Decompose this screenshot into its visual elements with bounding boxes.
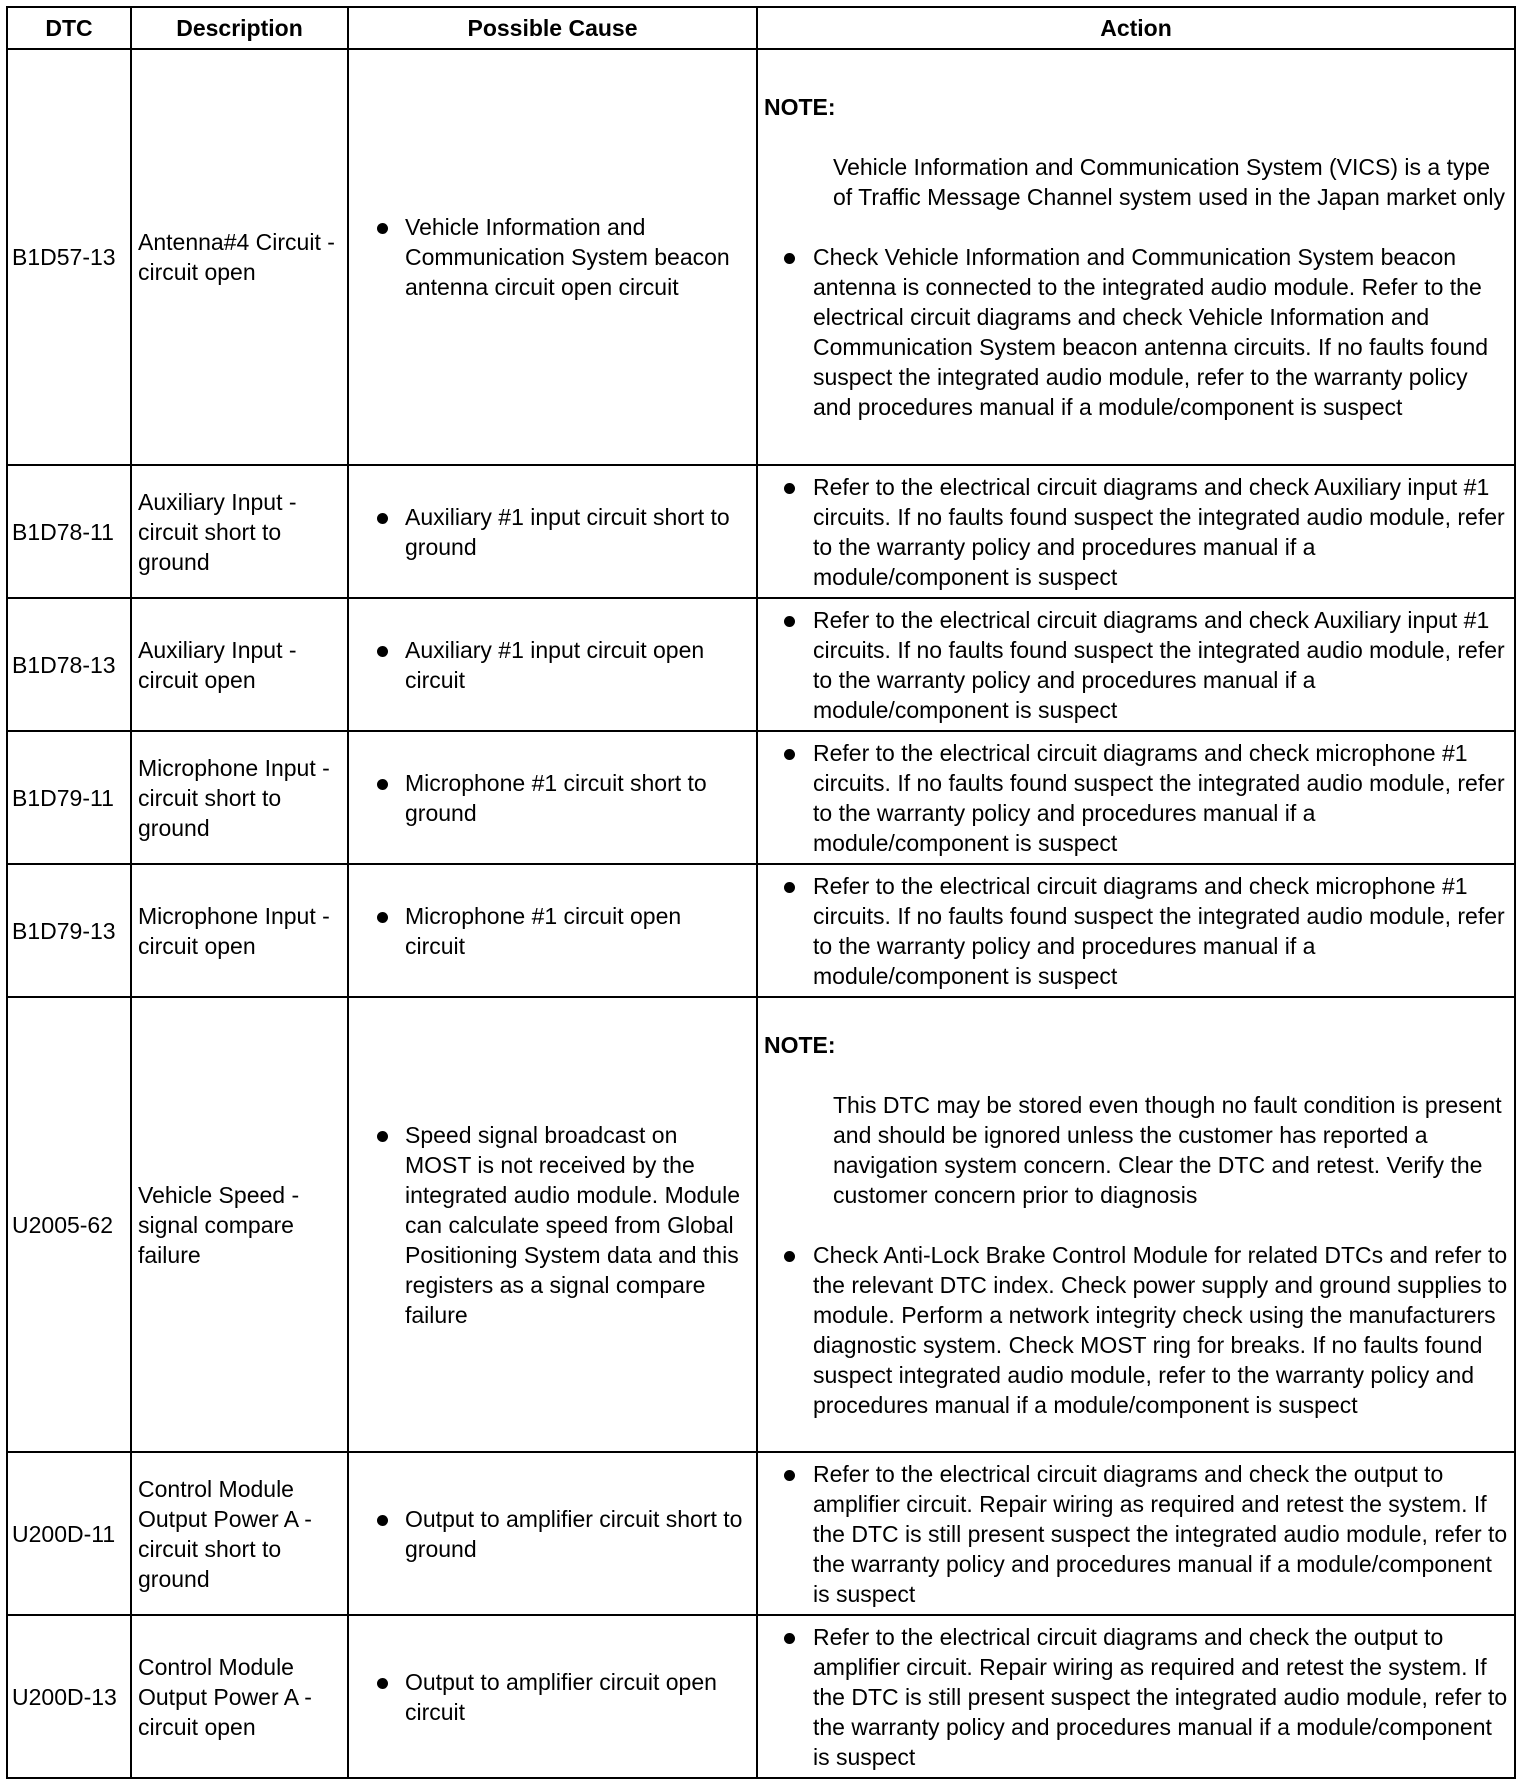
dtc-description: Microphone Input - circuit short to ground — [131, 731, 348, 864]
dtc-code: U2005-62 — [7, 997, 131, 1452]
possible-cause — [348, 1452, 757, 1615]
dtc-description: Control Module Output Power A - circuit open — [131, 1615, 348, 1778]
dtc-code: U200D-13 — [7, 1615, 131, 1778]
header-dtc: DTC — [7, 7, 131, 49]
dtc-document — [6, 6, 1514, 1779]
cause-bullet: Auxiliary #1 input circuit short to ground — [375, 502, 746, 562]
action-bullet: Refer to the electrical circuit diagrams and check the output to amplifier circuit. Repair wiring as required and retest the system. If the DTC is still present suspect the integrated audio module, refer to the warranty policy and procedures manual if a module/component is suspect — [764, 1459, 1508, 1609]
header-description: Description — [131, 7, 348, 49]
table-row — [7, 731, 1515, 864]
action-cell — [757, 864, 1515, 997]
cause-bullet: Output to amplifier circuit short to ground — [375, 1504, 746, 1564]
dtc-description: Auxiliary Input - circuit open — [131, 598, 348, 731]
dtc-code: B1D78-11 — [7, 465, 131, 598]
action-bullet: Check Vehicle Information and Communication System beacon antenna is connected to the integrated audio module. Refer to the electrical circuit diagrams and check Vehicle Information and Communication System beacon antenna circuits. If no faults found suspect the integrated audio module, refer to the warranty policy and procedures manual if a module/component is suspect — [764, 242, 1508, 422]
action-bullet: Refer to the electrical circuit diagrams and check microphone #1 circuits. If no faults found suspect the integrated audio module, refer to the warranty policy and procedures manual if a module/component is suspect — [764, 738, 1508, 858]
cause-bullet: Output to amplifier circuit open circuit — [375, 1667, 746, 1727]
action-cell — [757, 997, 1515, 1452]
dtc-table — [6, 6, 1516, 1779]
table-row — [7, 598, 1515, 731]
dtc-description: Control Module Output Power A - circuit short to ground — [131, 1452, 348, 1615]
cause-bullet: Speed signal broadcast on MOST is not received by the integrated audio module. Module can calculate speed from Global Positioning System data and this registers as a signal compare failure — [375, 1120, 746, 1330]
action-bullet: Refer to the electrical circuit diagrams and check microphone #1 circuits. If no faults found suspect the integrated audio module, refer to the warranty policy and procedures manual if a module/component is suspect — [764, 871, 1508, 991]
action-bullet: Check Anti-Lock Brake Control Module for related DTCs and refer to the relevant DTC index. Check power supply and ground supplies to module. Perform a network integrity check using the manufacturers diagnostic system. Check MOST ring for breaks. If no faults found suspect integrated audio module, refer to the warranty policy and procedures manual if a module/component is suspect — [764, 1240, 1508, 1420]
header-row — [7, 7, 1515, 49]
action-cell — [757, 49, 1515, 465]
possible-cause — [348, 465, 757, 598]
dtc-description: Antenna#4 Circuit - circuit open — [131, 49, 348, 465]
action-bullet: Refer to the electrical circuit diagrams and check Auxiliary input #1 circuits. If no faults found suspect the integrated audio module, refer to the warranty policy and procedures manual if a module/component is suspect — [764, 472, 1508, 592]
header-possible-cause: Possible Cause — [348, 7, 757, 49]
possible-cause — [348, 49, 757, 465]
dtc-code: B1D79-11 — [7, 731, 131, 864]
possible-cause — [348, 731, 757, 864]
note-label: NOTE: — [764, 1031, 836, 1058]
possible-cause — [348, 864, 757, 997]
possible-cause — [348, 997, 757, 1452]
action-cell — [757, 1452, 1515, 1615]
action-cell — [757, 1615, 1515, 1778]
cause-bullet: Vehicle Information and Communication System beacon antenna circuit open circuit — [375, 212, 746, 302]
dtc-code: B1D78-13 — [7, 598, 131, 731]
dtc-code: U200D-11 — [7, 1452, 131, 1615]
table-row — [7, 1615, 1515, 1778]
action-bullet: Refer to the electrical circuit diagrams and check Auxiliary input #1 circuits. If no faults found suspect the integrated audio module, refer to the warranty policy and procedures manual if a module/component is suspect — [764, 605, 1508, 725]
table-row — [7, 864, 1515, 997]
dtc-description: Vehicle Speed - signal compare failure — [131, 997, 348, 1452]
table-row — [7, 1452, 1515, 1615]
dtc-code: B1D79-13 — [7, 864, 131, 997]
action-bullet: Refer to the electrical circuit diagrams and check the output to amplifier circuit. Repair wiring as required and retest the system. If the DTC is still present suspect the integrated audio module, refer to the warranty policy and procedures manual if a module/component is suspect — [764, 1622, 1508, 1772]
note-label: NOTE: — [764, 94, 836, 120]
note-text: This DTC may be stored even though no fault condition is present and should be ignored unless the customer has reported a navigation system concern. Clear the DTC and retest. Verify the customer concern prior to diagnosis — [833, 1091, 1502, 1208]
possible-cause — [348, 598, 757, 731]
header-action: Action — [757, 7, 1515, 49]
action-cell — [757, 731, 1515, 864]
table-row — [7, 49, 1515, 465]
possible-cause — [348, 1615, 757, 1778]
dtc-description: Auxiliary Input - circuit short to ground — [131, 465, 348, 598]
action-cell — [757, 465, 1515, 598]
table-row — [7, 465, 1515, 598]
note-text: Vehicle Information and Communication System (VICS) is a type of Traffic Message Channel system used in the Japan market only — [833, 154, 1506, 210]
dtc-code: B1D57-13 — [7, 49, 131, 465]
dtc-description: Microphone Input - circuit open — [131, 864, 348, 997]
action-cell — [757, 598, 1515, 731]
cause-bullet: Microphone #1 circuit short to ground — [375, 768, 746, 828]
table-row — [7, 997, 1515, 1452]
cause-bullet: Microphone #1 circuit open circuit — [375, 901, 746, 961]
cause-bullet: Auxiliary #1 input circuit open circuit — [375, 635, 746, 695]
